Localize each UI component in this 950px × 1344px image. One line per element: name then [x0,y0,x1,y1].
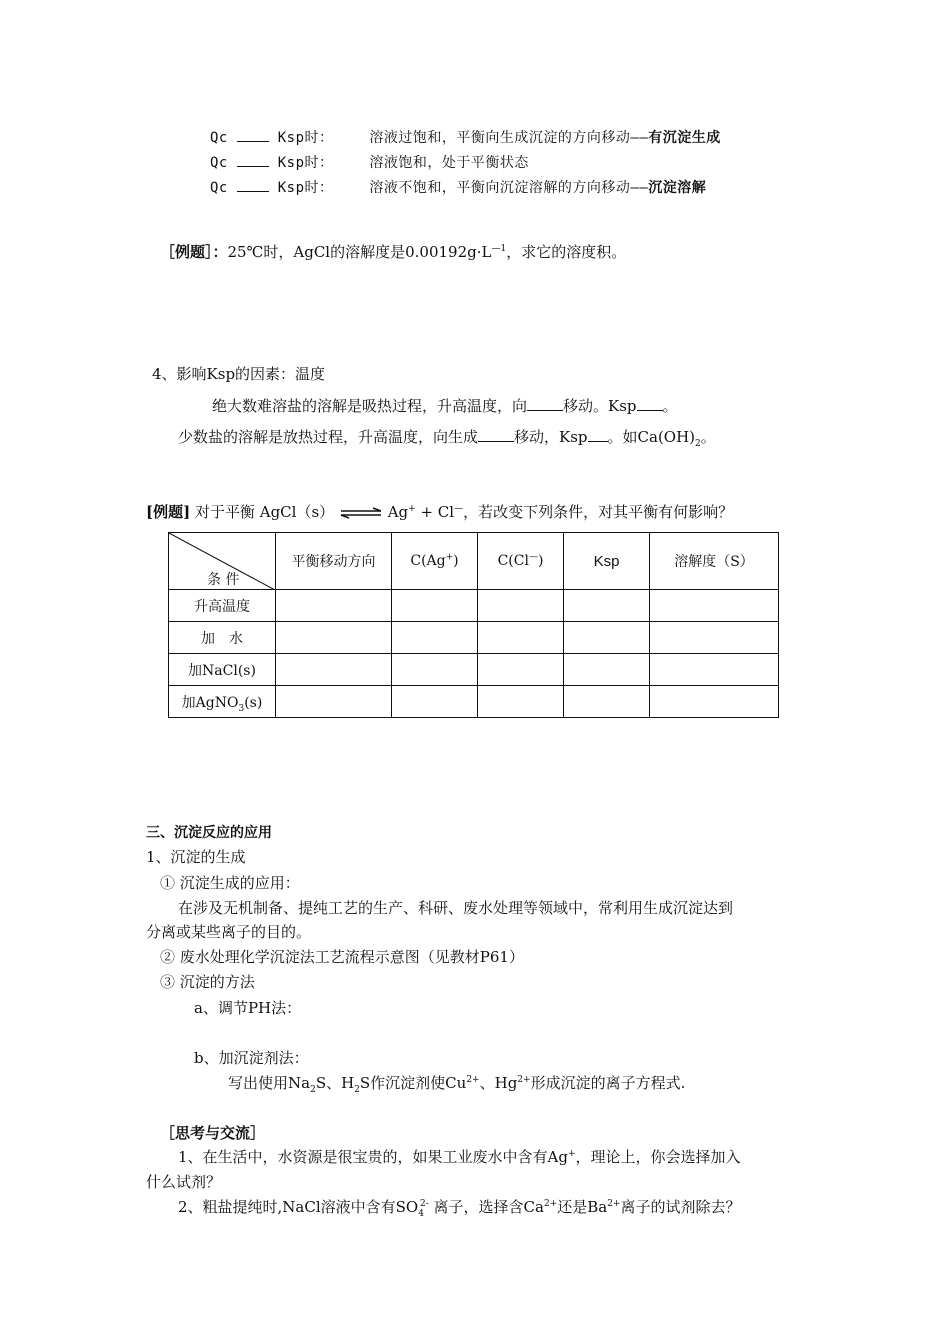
superscript: —1 [491,244,507,254]
answer-cell[interactable] [650,622,779,654]
row-label: 升高温度 [169,590,276,622]
qc-desc: 溶液过饱和，平衡向生成沉淀的方向移动—— [369,130,649,146]
question-2 [178,1196,741,1217]
text: 移动。Ksp [563,397,637,415]
text: 少数盐的溶解是放热过程，升高温度，向生成 [178,428,479,446]
answer-blank[interactable] [478,440,514,442]
text: 对于平衡 AgCl（s） [190,503,335,521]
method-item: b、加沉淀剂法： [194,1049,309,1067]
header-cell [478,533,564,590]
text: 离子，选择含Ca [428,1198,544,1216]
qc-prefix: Qc [210,130,228,146]
qc-suffix: Ksp时： [277,130,334,146]
qc-suffix: Ksp时： [277,180,334,196]
qc-suffix: Ksp时： [277,155,334,171]
text: 、Hg [479,1074,518,1092]
row-label: 加NaCl(s) [169,654,276,686]
subscript: 2 [695,439,701,449]
answer-cell[interactable] [564,622,650,654]
text: ，理论上，你会选择加入 [575,1148,741,1166]
text: + Cl [415,503,455,521]
qc-row-2 [210,152,529,172]
superscript: + [408,504,416,514]
text: 写出使用Na [228,1074,311,1092]
answer-cell[interactable] [564,654,650,686]
answer-blank[interactable] [637,409,663,411]
qc-prefix: Qc [210,180,228,196]
header-cell: 溶解度（S） [650,533,779,590]
answer-cell[interactable] [276,654,392,686]
superscript: + [445,552,454,563]
section-4-line-2 [178,426,716,447]
subsection-heading: 1、沉淀的生成 [146,848,246,866]
example-2 [146,501,733,522]
corner-cell [169,533,276,590]
example-label: ［例题］： [160,243,228,261]
answer-cell[interactable] [276,686,392,718]
equilibrium-table [168,532,779,718]
answer-blank[interactable] [237,165,269,167]
answer-cell[interactable] [276,622,392,654]
superscript: — [454,504,464,514]
paragraph-line: 分离或某些离子的目的。 [146,923,312,941]
superscript: 2+ [543,1199,558,1209]
answer-cell[interactable] [564,590,650,622]
row-label: 加 水 [169,622,276,654]
text: 形成沉淀的离子方程式. [530,1074,686,1092]
answer-cell[interactable] [650,654,779,686]
text: 2、粗盐提纯时,NaCl溶液中含有SO [178,1198,419,1216]
qc-desc: 溶液不饱和，平衡向沉淀溶解的方向移动—— [369,180,649,196]
section-4-heading: 4、影响Ksp的因素：温度 [152,365,326,383]
answer-cell[interactable] [392,654,478,686]
answer-cell[interactable] [478,590,564,622]
superscript: 2+ [517,1075,531,1085]
header-cell [392,533,478,590]
qc-row-1 [210,127,721,147]
text: Ag [387,503,409,521]
text: C(Ag [410,553,446,569]
header-cell: 平衡移动方向 [276,533,392,590]
answer-blank[interactable] [237,140,269,142]
subscript: 2 [310,1085,316,1095]
equilibrium-arrow-icon [339,507,383,519]
list-item: ① 沉淀生成的应用： [160,874,300,892]
example-1 [160,241,626,262]
example-text-end: ，求它的溶度积。 [506,243,627,261]
subscript: 4 [418,1209,424,1219]
qc-prefix: Qc [210,155,228,171]
superscript: 2+ [466,1075,480,1085]
text: S、H [315,1074,355,1092]
text: 1、在生活中，水资源是很宝贵的，如果工业废水中含有Ag [178,1148,568,1166]
row-label [169,686,276,718]
answer-cell[interactable] [392,590,478,622]
answer-cell[interactable] [650,590,779,622]
question-1-cont: 什么试剂？ [146,1173,222,1191]
answer-cell[interactable] [478,654,564,686]
answer-cell[interactable] [564,686,650,718]
paragraph-line: 在涉及无机制备、提纯工艺的生产、科研、废水处理等领域中，常利用生成沉淀达到 [178,899,734,917]
section-4-line-1 [212,395,678,416]
section-3-heading: 三、沉淀反应的应用 [146,825,272,841]
text: ，若改变下列条件，对其平衡有何影响？ [463,503,734,521]
answer-cell[interactable] [478,686,564,718]
answer-cell[interactable] [392,622,478,654]
header-cell: Ksp [564,533,650,590]
example-label: [例题] [146,503,191,521]
question-1 [178,1146,741,1167]
text: 。如Ca(OH) [607,428,696,446]
text: ) [537,553,544,569]
subscript: 3 [238,703,245,714]
text: S作沉淀剂使Cu [359,1074,467,1092]
superscript: + [567,1149,576,1159]
list-item: ③ 沉淀的方法 [160,973,255,991]
answer-cell[interactable] [650,686,779,718]
qc-row-3 [210,177,706,197]
qc-emph: 沉淀溶解 [648,180,707,196]
superscript: — [528,552,538,563]
superscript: 2+ [607,1199,621,1209]
example-text: 25℃时，AgCl的溶解度是0.00192g·L [227,243,492,261]
answer-cell[interactable] [276,590,392,622]
text: 。 [662,397,678,415]
text: 。 [700,428,716,446]
text: 离子的试剂除去？ [620,1198,741,1216]
answer-cell[interactable] [392,686,478,718]
instruction-line [228,1072,685,1093]
answer-cell[interactable] [478,622,564,654]
text: 还是Ba [557,1198,608,1216]
qc-emph: 有沉淀生成 [648,130,721,146]
list-item: ② 废水处理化学沉淀法工艺流程示意图（见教材P61） [160,948,524,966]
answer-blank[interactable] [237,190,269,192]
text: (s) [244,694,263,711]
text: 加AgNO [181,694,239,711]
qc-desc: 溶液饱和，处于平衡状态 [369,155,529,171]
corner-label: 条 件 [207,572,240,588]
text: C(Cl [497,553,529,569]
text: 移动，Ksp [514,428,588,446]
method-item: a、调节PH法： [194,999,302,1017]
answer-blank[interactable] [588,440,608,442]
answer-blank[interactable] [527,409,563,411]
discussion-heading: ［思考与交流］ [160,1124,266,1142]
superscript: 2- [419,1199,429,1209]
text: ) [453,553,459,569]
text: 绝大数难溶盐的溶解是吸热过程，升高温度，向 [212,397,528,415]
subscript: 2 [354,1085,360,1095]
